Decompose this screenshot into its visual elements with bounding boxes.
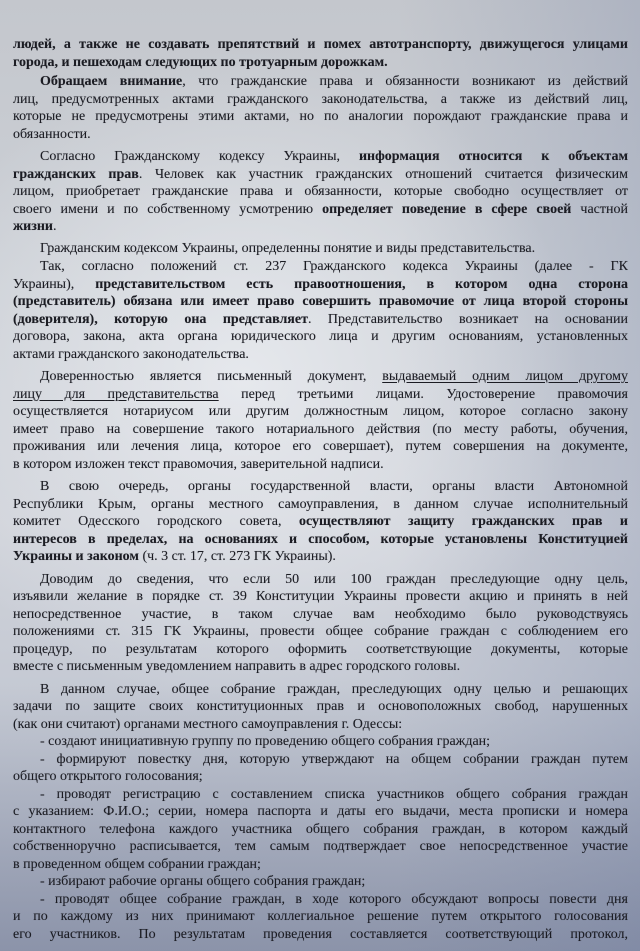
text-segment: Украины), [13,276,96,292]
text-segment: лиц, предусмотренных актами гражданского законодательства, а также из действий лиц, [13,91,628,107]
bold-text: жизни [13,219,53,234]
text-segment: В свою очередь, органы государственной власти, органы власти Автономной [40,479,628,494]
text-segment: задачи по защите своих конституционных прав и основоположных свобод, нарушенных [13,699,628,714]
list-item [13,891,628,944]
text-line [13,641,628,659]
text-segment: Гражданским кодексом Украины, определенны понятие и виды представительства. [40,240,536,256]
text-segment: которые не предусмотрены этими актами, но по аналогии порождают гражданские права и [13,109,628,124]
bold-text: людей, а также не создавать препятствий и помех автотранспорту, движущегося улицами [13,37,628,52]
text-line [13,606,628,624]
paragraph-traffic-notice [13,36,628,71]
text-segment: изъявили желание в порядке ст. 39 Конституции Украины провести акцию и принять в ней [13,589,628,604]
text-line [13,386,628,404]
text-segment: - создают инициативную группу по проведению общего собрания граждан; [40,734,491,749]
text-line [13,856,628,874]
text-line [13,478,628,496]
text-line [13,293,628,311]
text-line [13,183,628,201]
bold-text: города, и пешеходам следующих по тротуарным дорожкам. [13,54,388,70]
text-segment: осуществляется нотариусом или другим должностным лицом, которое согласно закону [13,404,628,419]
text-segment: (как они считают) органами местного самоуправления г. Одессы: [13,716,403,732]
text-line [13,166,628,184]
bold-text: определяет поведение в сфере своей [322,201,572,217]
underlined-text: выдаваемый одним лицом другому [382,369,628,384]
text-segment: собственноручно расписывается, тем самым подтверждает свое непосредственное участие [13,839,628,854]
text-segment: общего открытого голосования; [13,769,203,784]
text-line [13,838,628,856]
text-segment: перед третьими лицами. Удостоверение правомочия [218,386,628,402]
paragraph-representation-intro [13,240,628,258]
text-line [13,240,628,258]
text-segment: комитет Одесского городского совета, [13,514,299,529]
text-segment: , что гражданские права и обязанности возникают из действий [182,74,628,89]
paragraph-representation-article-237 [13,258,628,363]
text-line [13,751,628,769]
text-segment: - проводят регистрацию с составлением списка участников общего собрания граждан [40,786,628,802]
list-item [13,751,628,786]
bold-text: интересов в пределах, на основаниях и способом, которые установлены Конституцией [13,531,628,547]
text-segment: - избирают рабочие органы общего собрания граждан; [40,874,366,889]
text-line [13,513,628,531]
text-line [13,623,628,641]
text-line [13,148,628,166]
bold-text: информация относится к объектам [358,149,628,164]
text-line [13,698,628,716]
text-segment: . Человек как участник гражданских отношений считается физическим [138,166,629,182]
bold-text: гражданских прав [13,166,139,182]
text-line [13,803,628,821]
text-segment: в проведенном общем собрании граждан; [13,856,261,872]
list-item [13,786,628,874]
bold-text: (представитель) обязана или имеет право совершить правомочие от лица второй стороны [13,294,628,309]
text-line [13,891,628,909]
text-segment: договора, закона, акта органа юридического лица и другим основаниям, установленных [13,329,628,344]
paragraph-power-of-attorney [13,368,628,473]
text-segment: в котором изложен текст правомочия, заверительной надписи. [13,456,384,472]
text-line [13,368,628,386]
paragraph-information-rights [13,148,628,236]
text-segment: и по каждому из них принимают коллегиальное решение путем открытого голосования [13,909,628,924]
text-line [13,873,628,891]
text-segment: . [52,219,57,234]
text-line [13,403,628,421]
text-segment: лицом, приобретает гражданские права и обязанности, которые свободно осуществляет от [13,184,628,199]
text-line [13,658,628,676]
text-line [13,201,628,219]
text-segment: обязанности. [13,126,91,142]
text-line [13,108,628,126]
text-segment: Республики Крым, органы местного самоуправления, в данном случае исполнительный [13,496,628,512]
assembly-procedure-list [13,733,628,943]
text-line [13,531,628,549]
text-segment: . Представительство возникает на основании [307,311,628,327]
text-line [13,681,628,699]
text-line [13,311,628,329]
text-line [13,91,628,109]
text-line [13,908,628,926]
text-line [13,786,628,804]
text-segment: проживания или лечения лица, которое его совершает), путем совершения на документе, [13,439,628,454]
paragraph-attention-notice [13,73,628,143]
paragraph-state-bodies-protection [13,478,628,566]
text-segment: непосредственное участие, в таком случае вам необходимо было руководствуясь [13,606,628,622]
text-line [13,258,628,276]
text-segment: его участников. По результатам проведения составляется соответствующий протокол, [13,926,628,942]
text-line [13,421,628,439]
text-line [13,218,628,236]
underlined-text: лицу для представительства [13,386,219,402]
text-line [13,571,628,589]
paragraph-general-assembly-intro [13,681,628,734]
text-line [13,126,628,144]
text-segment: В данном случае, общее собрание граждан, преследующих одну целью и решающих [40,681,628,697]
text-segment: - формируют повестку дня, которую утверждают на общем собрании граждан путем [40,751,628,767]
text-line [13,346,628,364]
text-segment: Так, согласно положений ст. 237 Гражданского кодекса Украины (далее - ГК [40,259,628,274]
text-line [13,588,628,606]
bold-text: Обращаем внимание [40,74,183,89]
bold-text: (доверителя), которую она представляет [13,311,308,327]
text-line [13,73,628,91]
bold-text: Украины и законом [13,549,139,564]
text-line [13,548,628,566]
paragraph-assembly-requirement [13,571,628,676]
text-line [13,496,628,514]
text-segment: Доверенностью является письменный документ, [40,369,383,384]
text-line [13,456,628,474]
text-segment: контактного телефона каждого участника общего собрания граждан, в котором каждый [13,821,628,837]
text-line [13,821,628,839]
text-segment: вместе с письменным уведомлением направить в адрес городского головы. [13,659,461,674]
text-line [13,733,628,751]
text-line [13,716,628,734]
text-segment: частной [571,201,628,217]
bold-text: представительством есть правоотношения, в котором одна сторона [95,276,629,292]
document-body [13,36,628,943]
text-segment: - проводят общее собрание граждан, в ходе которого обсуждают вопросы повести дня [40,891,628,907]
text-segment: с указанием: Ф.И.О.; серии, номера паспорта и даты его выдачи, места прописки и номера [13,804,628,819]
text-segment: Согласно Гражданскому кодексу Украины, [40,149,359,164]
text-line [13,926,628,944]
text-segment: положениями ст. 315 ГК Украины, провести общее собрание граждан с соблюдением его [13,624,628,639]
list-item [13,733,628,751]
text-line [13,36,628,54]
text-line [13,328,628,346]
text-segment: своего имени и по собственному усмотрению [13,201,323,217]
text-segment: имеет право на совершение такого нотариального действия (по месту работы, обучения, [13,421,628,437]
text-line [13,438,628,456]
bold-text: осуществляют защиту гражданских прав и [298,514,629,529]
text-segment: (ч. 3 ст. 17, ст. 273 ГК Украины). [138,549,336,564]
text-segment: процедур, по результатам которого оформить соответствующие документы, которые [13,641,628,657]
text-line [13,276,628,294]
text-segment: Доводим до сведения, что если 50 или 100 граждан преследующие одну цель, [40,571,628,587]
text-segment: актами гражданского законодательства. [13,346,249,362]
text-line [13,768,628,786]
list-item [13,873,628,891]
text-line [13,54,628,72]
